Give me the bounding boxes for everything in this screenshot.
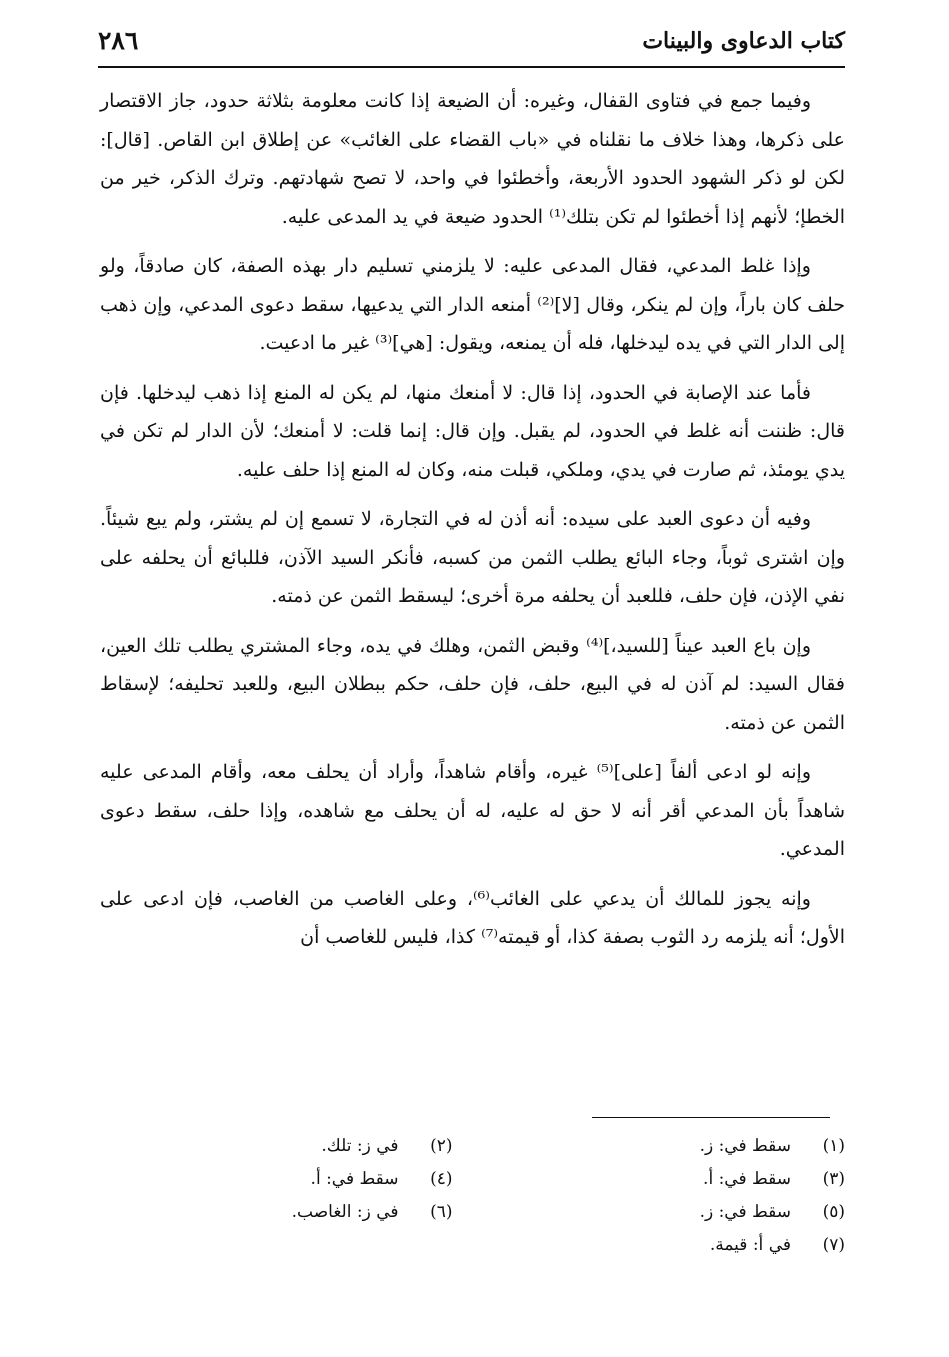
paragraph: فأما عند الإصابة في الحدود، إذا قال: لا أمنعك منها، لم يكن له المنع إذا ذهب ليدخلها. فإن قال: ظننت أنه غلط في الحدود، لم يقبل. وإن قال: إنما قلت: لا أمنعك؛ لأن الدار لم تكن في يدي يومئذ، ثم صارت في يدي، وملكي، قبلت منه، وكان له المنع إذا حلف عليه. [100, 381, 845, 481]
footnote-text: سقط في: ز. [699, 1202, 791, 1222]
footnote [493, 1196, 846, 1229]
footnotes [100, 1130, 845, 1262]
body-text [100, 82, 845, 968]
footnote-number: (٥) [822, 1202, 845, 1222]
paragraph: وإنه يجوز للمالك أن يدعي على الغائب⁽⁶⁾، وعلى الغاصب من الغاصب، فإن ادعى على الأول؛ أنه يلزمه رد الثوب بصفة كذا، أو قيمته⁽⁷⁾ كذا، فليس للغاصب أن [100, 887, 845, 948]
paragraph: وفيما جمع في فتاوى القفال، وغيره: أن الضيعة إذا كانت معلومة بثلاثة حدود، جاز الاقتصار على ذكرها، وهذا خلاف ما نقلناه في «باب القضاء على الغائب» عن إطلاق ابن القاص. [قال]: لكن لو ذكر الشهود الحدود الأربعة، وأخطئوا في واحد، لا تصح شهادتهم. وترك الذكر، خير من الخطإ؛ لأنهم إذا أخطئوا لم تكن بتلك⁽¹⁾ الحدود ضيعة في يد المدعى عليه. [100, 90, 845, 228]
footnote [493, 1163, 846, 1196]
running-title: كتاب الدعاوى والبينات [642, 28, 845, 54]
footnote-rule [592, 1117, 830, 1118]
footnote-text: في أ: قيمة. [709, 1235, 791, 1255]
footnote [100, 1130, 453, 1163]
header-rule [98, 66, 845, 68]
paragraph: وإن باع العبد عيناً [للسيد،]⁽⁴⁾ وقبض الثمن، وهلك في يده، وجاء المشتري يطلب تلك العين، فقال السيد: لم آذن له في البيع، حلف، فإن حلف، حكم ببطلان البيع، وللعبد تحليفه؛ لإسقاط الثمن عن ذمته. [100, 634, 845, 734]
footnote-text: في ز: الغاصب. [291, 1202, 399, 1222]
footnote [100, 1196, 453, 1229]
paragraph: وفيه أن دعوى العبد على سيده: أنه أذن له في التجارة، لا تسمع إن لم يشتر، ولم يبع شيئاً. وإن اشترى ثوباً، وجاء البائع يطلب الثمن من كسبه، فأنكر السيد الآذن، فللبائع أن يحلفه على نفي الإذن، فإن حلف، فللعبد أن يحلفه مرة أخرى؛ ليسقط الثمن عن ذمته. [100, 508, 845, 607]
footnote-number: (٣) [822, 1169, 845, 1189]
footnote [493, 1130, 846, 1163]
paragraph: وإذا غلط المدعي، فقال المدعى عليه: لا يلزمني تسليم دار بهذه الصفة، كان صادقاً، ولو حلف كان باراً، وإن لم ينكر، وقال [لا]⁽²⁾ أمنعه الدار التي يدعيها، سقط دعوى المدعي، وإن ذهب إلى الدار التي في يده ليدخلها، فله أن يمنعه، ويقول: [هي]⁽³⁾ غير ما ادعيت. [100, 255, 845, 354]
footnote-number: (٦) [430, 1202, 453, 1222]
footnote-text: في ز: تلك. [321, 1136, 399, 1156]
footnote [493, 1229, 846, 1262]
footnote [100, 1163, 453, 1196]
page-number: ٢٨٦ [98, 26, 139, 55]
page-header [98, 22, 845, 68]
footnote-text: سقط في: أ. [310, 1169, 399, 1189]
footnote-number: (٢) [430, 1136, 453, 1156]
footnote-text: سقط في: أ. [703, 1169, 791, 1189]
paragraph: وإنه لو ادعى ألفاً [على]⁽⁵⁾ غيره، وأقام شاهداً، وأراد أن يحلف معه، وأقام المدعى عليه شاهداً بأن المدعي أقر أنه لا حق له عليه، له أن يحلف مع شاهده، وإذا حلف، سقط دعوى المدعي. [100, 761, 845, 860]
footnote-number: (١) [822, 1136, 845, 1156]
footnote-text: سقط في: ز. [699, 1136, 791, 1156]
footnote-number: (٤) [430, 1169, 453, 1189]
footnote-number: (٧) [822, 1235, 845, 1255]
